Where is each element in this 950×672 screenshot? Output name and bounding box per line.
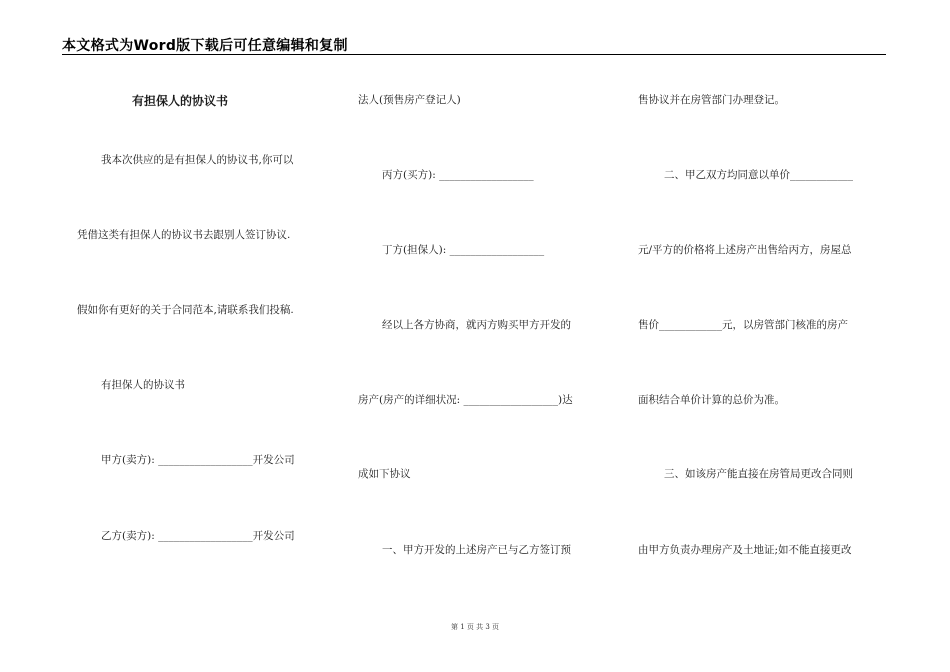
paragraph-line: 元/平方的价格将上述房产出售给丙方，房屋总 (638, 244, 852, 256)
paragraph-line: 面积结合单价计算的总价为准。 (638, 394, 785, 406)
header-title: 本文格式为Word版下载后可任意编辑和复制 (62, 38, 348, 54)
paragraph-line: 我本次供应的是有担保人的协议书,你可以 (101, 154, 294, 166)
paragraph-line: 假如你有更好的关于合同范本,请联系我们投稿. (77, 304, 294, 316)
paragraph-line: 法人(预售房产登记人) (358, 94, 461, 106)
paragraph-line: 房产(房产的详细状况: __________________)达 (358, 394, 573, 406)
paragraph-line: 一、甲方开发的上述房产已与乙方签订预 (382, 544, 571, 556)
party-d-line: 丁方(担保人): __________________ (382, 244, 545, 256)
page-number: 第 1 页 共 3 页 (450, 623, 500, 631)
party-b-line: 乙方(卖方): __________________开发公司 (101, 530, 295, 542)
document-title: 有担保人的协议书 (132, 94, 229, 108)
paragraph-line: 经以上各方协商，就丙方购买甲方开发的 (382, 319, 571, 331)
paragraph-line: 有担保人的协议书 (101, 379, 185, 391)
paragraph-line: 二、甲乙双方均同意以单价____________ (664, 169, 853, 181)
paragraph-line: 由甲方负责办理房产及土地证;如不能直接更改 (638, 544, 852, 556)
party-a-line: 甲方(卖方): __________________开发公司 (101, 454, 295, 466)
party-c-line: 丙方(买方): __________________ (382, 169, 534, 181)
paragraph-line: 售协议并在房管部门办理登记。 (638, 94, 785, 106)
document-header (62, 34, 886, 55)
paragraph-line: 售价____________元，以房管部门核准的房产 (638, 319, 848, 331)
paragraph-line: 成如下协议 (358, 468, 411, 480)
paragraph-line: 三、如该房产能直接在房管局更改合同则 (664, 468, 853, 480)
paragraph-line: 凭借这类有担保人的协议书去跟别人签订协议. (77, 229, 291, 241)
